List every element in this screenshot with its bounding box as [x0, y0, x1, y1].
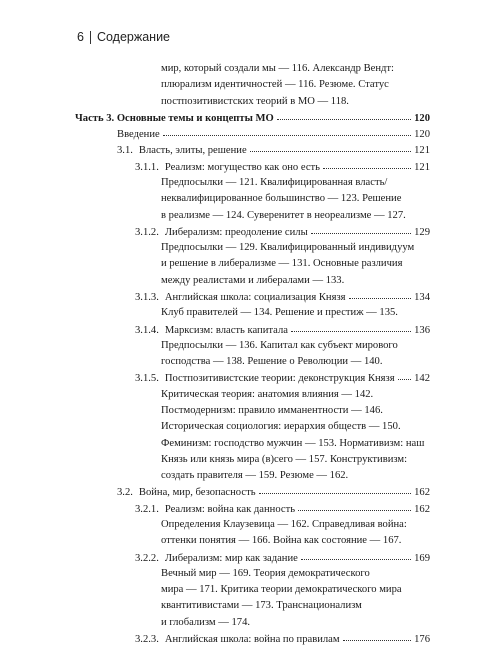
toc-text-line: в реализме — 124. Суверенитет в неореализме — 127.: [161, 210, 406, 221]
toc-title: Власть, элиты, решение: [138, 145, 247, 156]
toc-title: Реализм: война как данность: [164, 504, 296, 515]
leader-dots: [259, 484, 412, 494]
toc-title: Часть 3. Основные темы и концепты МО: [75, 113, 274, 124]
toc-text-line: Определения Клаузевица — 162. Справедливая война:: [161, 519, 407, 530]
toc-number: 3.2.2.: [135, 553, 159, 564]
toc-title: Английская школа: война по правилам: [164, 634, 340, 645]
leader-dots: [250, 142, 411, 152]
toc-entry-3-1-2: [135, 225, 430, 239]
toc-number: 3.1.: [117, 145, 133, 156]
toc-page: 136: [414, 325, 430, 336]
toc-page: 162: [414, 504, 430, 515]
leader-dots: [163, 126, 411, 136]
toc-entry-3-1-4: [135, 323, 430, 337]
toc-title: Либерализм: преодоление силы: [164, 227, 308, 238]
toc-number: 3.2.1.: [135, 504, 159, 515]
toc-entry-3-2: [117, 485, 430, 499]
toc-page: 176: [414, 634, 430, 645]
toc-text-line: мир, который создали мы — 116. Александр Вендт:: [161, 63, 394, 74]
toc-page: 169: [414, 553, 430, 564]
toc-title: Марксизм: власть капитала: [164, 325, 288, 336]
toc-page: 129: [414, 227, 430, 238]
toc-title: Введение: [117, 129, 160, 140]
toc-entry-3-1-1: [135, 160, 430, 174]
toc-text-line: господства — 138. Решение о Революции — 140.: [161, 356, 383, 367]
toc-page: 121: [414, 162, 430, 173]
leader-dots: [291, 322, 411, 332]
toc-page: 162: [414, 487, 430, 498]
toc-entry-3-2-3: [135, 632, 430, 646]
toc-number: 3.2.: [117, 487, 133, 498]
toc-number: 3.1.4.: [135, 325, 159, 336]
toc-text-line: Предпосылки — 129. Квалифицированный индивидуум: [161, 242, 415, 253]
toc-text-line: создать правителя — 159. Резюме — 162.: [161, 470, 349, 481]
toc-text-line: Князь или князь мира (в)сего — 157. Конструктивизм:: [161, 454, 408, 465]
toc-text-line: Феминизм: господство мужчин — 153. Нормативизм: наш: [161, 438, 425, 449]
leader-dots: [398, 370, 411, 380]
toc-page: 134: [414, 292, 430, 303]
toc-entry-3-1-5: [135, 371, 430, 385]
toc-text-line: квантитивистами — 173. Транснационализм: [161, 600, 362, 611]
toc-number: 3.2.3.: [135, 634, 159, 645]
toc-text-line: мира — 171. Критика теории демократического мира: [161, 584, 402, 595]
toc-entry-part3: [75, 111, 430, 125]
toc-text-line: неквалифицированное большинство — 123. Решение: [161, 193, 402, 204]
toc-number: 3.1.5.: [135, 373, 159, 384]
toc-text-line: и глобализм — 174.: [161, 617, 251, 628]
toc-text-line: Предпосылки — 121. Квалифицированная власть/: [161, 177, 388, 188]
toc-text-line: плюрализм идентичностей — 116. Резюме. Статус: [161, 79, 389, 90]
running-title: Содержание: [96, 30, 171, 44]
toc-page: 142: [414, 373, 430, 384]
toc-text-line: между реалистами и либералами — 133.: [161, 275, 345, 286]
toc-text-line: оттенки понятия — 166. Война как состояние — 167.: [161, 535, 402, 546]
toc-title: Постпозитивистские теории: деконструкция Князя: [164, 373, 395, 384]
toc-text-line: Историческая социология: иерархия обществ — 150.: [161, 421, 401, 432]
toc-number: 3.1.1.: [135, 162, 159, 173]
toc-title: Английская школа: социализация Князя: [164, 292, 346, 303]
toc-page: 120: [414, 113, 430, 124]
leader-dots: [277, 110, 411, 120]
toc-text-line: Клуб правителей — 134. Решение и престиж — 135.: [161, 307, 398, 318]
toc-text-line: Предпосылки — 136. Капитал как субъект мирового: [161, 340, 398, 351]
toc-page: 120: [414, 129, 430, 140]
leader-dots: [349, 289, 412, 299]
toc-number: 3.1.3.: [135, 292, 159, 303]
leader-dots: [311, 224, 411, 234]
toc-entry-3-2-2: [135, 551, 430, 565]
toc-title: Война, мир, безопасность: [138, 487, 256, 498]
toc-text-line: постпозитивистских теорий в МО — 118.: [161, 96, 349, 107]
toc-text-line: Вечный мир — 169. Теория демократического: [161, 568, 370, 579]
toc-title: Реализм: могущество как оно есть: [164, 162, 321, 173]
toc-number: 3.1.2.: [135, 227, 159, 238]
toc-text-line: Постмодернизм: правило имманентности — 146.: [161, 405, 383, 416]
leader-dots: [343, 631, 412, 641]
toc-entry-intro: [117, 127, 430, 141]
toc-text-line: Критическая теория: анатомия влияния — 142.: [161, 389, 374, 400]
toc-title: Либерализм: мир как задание: [164, 553, 298, 564]
toc-entry-3-1-3: [135, 290, 430, 304]
toc-entry-3-1: [117, 143, 430, 157]
toc-entry-3-2-1: [135, 502, 430, 516]
leader-dots: [323, 159, 411, 169]
header-divider: [90, 31, 91, 44]
page-number: 6: [77, 30, 84, 44]
toc-page: 121: [414, 145, 430, 156]
leader-dots: [298, 501, 411, 511]
leader-dots: [301, 550, 411, 560]
toc-text-line: и решение в либерализме — 131. Основные различия: [161, 258, 403, 269]
running-header: [77, 30, 170, 44]
